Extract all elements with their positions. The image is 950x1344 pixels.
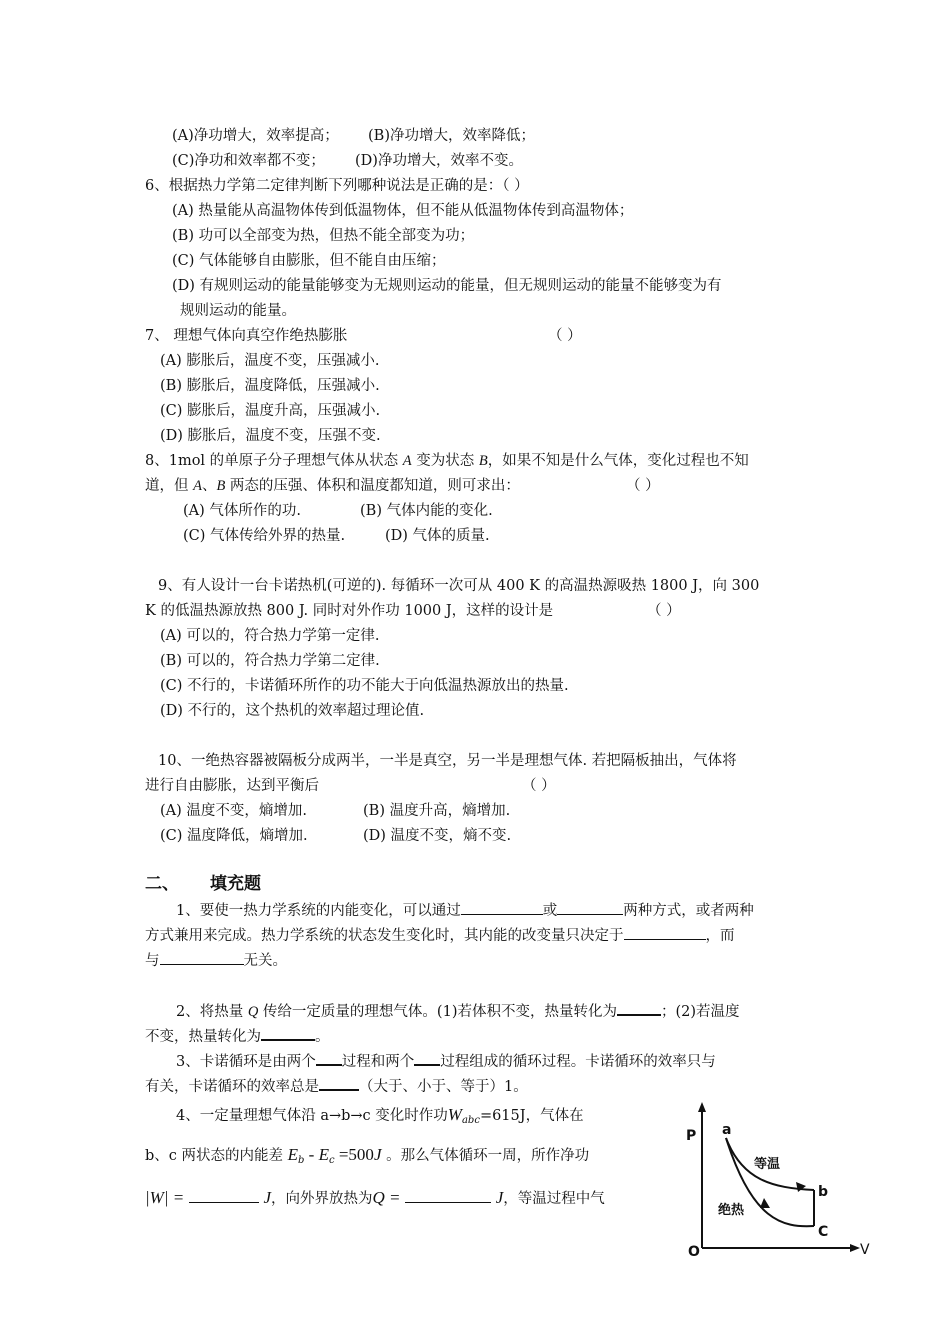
- pv-label-isothermal: 等温: [754, 1157, 781, 1172]
- q7-option-a: (A) 膨胀后，温度不变，压强减小.: [160, 353, 380, 369]
- answer-blank[interactable]: [189, 1187, 259, 1203]
- f1-text: 无关。: [243, 953, 287, 969]
- q6-option-b: (B) 功可以全部变为热，但热不能全部变为功；: [172, 228, 475, 244]
- f1-line2: [145, 924, 735, 946]
- f4-energy-c-sub: c: [328, 1155, 335, 1166]
- f1-line1: [176, 899, 754, 921]
- f1-line3: [145, 949, 287, 971]
- q7-option-b: (B) 膨胀后，温度降低，压强减小.: [160, 378, 380, 394]
- answer-blank[interactable]: [160, 949, 244, 965]
- f2-text: ；(2)若温度: [660, 1004, 740, 1020]
- pv-diagram: [682, 1100, 882, 1260]
- q8-text: 两态的压强、体积和温度都知道，则可求出：: [225, 478, 520, 494]
- f4-unit-j: J: [495, 1188, 504, 1207]
- q8-text: ，如果不知是什么气体，变化过程也不知: [487, 453, 749, 469]
- q9-answer-paren: （ ）: [647, 603, 681, 619]
- f1-text: 方式兼用来完成。热力学系统的状态发生变化时，其内能的改变量只决定于: [145, 928, 624, 944]
- f4-unit-j: J: [373, 1145, 382, 1164]
- pv-isothermal-arrow: [796, 1182, 806, 1192]
- q9-option-b: (B) 可以的，符合热力学第二定律.: [160, 653, 380, 669]
- f4-text: ，向外界放热为: [271, 1191, 373, 1207]
- f2-line1: [176, 999, 740, 1022]
- f4-q-equals: Q =: [372, 1188, 401, 1207]
- answer-blank[interactable]: [316, 1049, 342, 1066]
- q8-text: 变为状态: [411, 453, 479, 469]
- q8-option-c: (C) 气体传给外界的热量.: [183, 528, 346, 544]
- f3-text: 过程和两个: [341, 1054, 415, 1070]
- f4-text: 。那么气体循环一周，所作净功: [386, 1148, 590, 1164]
- f3-text: 过程组成的循环过程。卡诺循环的效率只与: [440, 1054, 716, 1070]
- section-title: 填充题: [210, 874, 261, 894]
- f2-var-q: Q: [247, 1004, 259, 1020]
- f2-text: 。: [315, 1029, 330, 1045]
- q10-stem-line1: 10、一绝热容器被隔板分成两半，一半是真空，另一半是理想气体. 若把隔板抽出，气体将: [158, 753, 737, 769]
- f3-line2: [145, 1074, 528, 1097]
- answer-blank[interactable]: [405, 1187, 491, 1203]
- f4-minus: -: [304, 1145, 319, 1164]
- q8-option-b: (B) 气体内能的变化.: [360, 503, 493, 519]
- pv-adiabatic-arrow: [760, 1198, 770, 1208]
- f3-line1: [176, 1049, 716, 1072]
- answer-blank[interactable]: [261, 1024, 315, 1041]
- f4-unit-j: J: [263, 1188, 271, 1207]
- q5-option-d: (D)净功增大，效率不变。: [355, 153, 523, 169]
- f4-text: ，等温过程中气: [503, 1191, 605, 1207]
- answer-blank[interactable]: [414, 1049, 440, 1066]
- f3-text: 3、卡诺循环是由两个: [176, 1054, 316, 1070]
- f1-text: 1、要使一热力学系统的内能变化，可以通过: [176, 903, 461, 919]
- pv-label-b: b: [818, 1184, 829, 1200]
- answer-blank[interactable]: [617, 999, 661, 1016]
- pv-label-adiabatic: 绝热: [718, 1203, 745, 1218]
- q6-option-d-line2: 规则运动的能量。: [180, 303, 296, 319]
- pv-v-axis-arrow: [850, 1244, 860, 1252]
- section-number: 二、: [145, 874, 179, 894]
- q5-option-c: (C)净功和效率都不变；: [172, 153, 325, 169]
- q8-var-b: B: [216, 478, 226, 494]
- q9-stem-line2: K 的低温热源放热 800 J. 同时对外作功 1000 J，这样的设计是: [145, 603, 554, 619]
- f4-text: =615J，气体在: [479, 1108, 584, 1124]
- f2-text: 传给一定质量的理想气体。(1)若体积不变，热量转化为: [258, 1004, 617, 1020]
- f2-text: 2、将热量: [176, 1004, 248, 1020]
- f4-text: b、c 两状态的内能差: [145, 1148, 284, 1164]
- q9-option-d: (D) 不行的，这个热机的效率超过理论值.: [160, 703, 425, 719]
- f1-text: ，而: [705, 928, 735, 944]
- f1-text: 与: [145, 953, 160, 969]
- q6-option-d-line1: (D) 有规则运动的能量能够变为无规则运动的能量，但无规则运动的能量不能够变为有: [172, 278, 722, 294]
- q10-option-c: (C) 温度降低，熵增加.: [160, 828, 308, 844]
- f4-abs-w: |W| =: [145, 1188, 185, 1207]
- f4-work-symbol: W: [447, 1105, 462, 1124]
- pv-label-origin: O: [688, 1244, 700, 1260]
- q10-option-a: (A) 温度不变，熵增加.: [160, 803, 308, 819]
- answer-blank[interactable]: [319, 1074, 359, 1091]
- f4-energy-b-sub: b: [298, 1155, 305, 1166]
- answer-blank[interactable]: [557, 899, 623, 915]
- q9-option-a: (A) 可以的，符合热力学第一定律.: [160, 628, 380, 644]
- q9-option-c: (C) 不行的，卡诺循环所作的功不能大于向低温热源放出的热量.: [160, 678, 569, 694]
- q5-option-a: (A)净功增大，效率提高；: [172, 128, 339, 144]
- q10-answer-paren: （ ）: [522, 778, 556, 794]
- q8-option-d: (D) 气体的质量.: [385, 528, 490, 544]
- q10-option-d: (D) 温度不变，熵不变.: [363, 828, 512, 844]
- q9-stem-line1: 9、有人设计一台卡诺热机(可逆的). 每循环一次可从 400 K 的高温热源吸热 1800 J，向 300: [158, 578, 760, 594]
- q7-option-c: (C) 膨胀后，温度升高，压强减小.: [160, 403, 381, 419]
- q6-stem: 6、根据热力学第二定律判断下列哪种说法是正确的是：（ ）: [145, 178, 529, 194]
- f1-text: 或: [542, 903, 558, 919]
- f4-equals-500: =500: [334, 1145, 374, 1164]
- q8-option-a: (A) 气体所作的功.: [183, 503, 302, 519]
- f3-text: 有关，卡诺循环的效率总是: [145, 1079, 319, 1095]
- answer-blank[interactable]: [624, 924, 706, 940]
- pv-label-a: a: [722, 1122, 732, 1138]
- q7-stem: 7、 理想气体向真空作绝热膨胀: [145, 328, 348, 344]
- q6-option-a: (A) 热量能从高温物体传到低温物体，但不能从低温物体传到高温物体；: [172, 203, 634, 219]
- pv-p-axis-arrow: [698, 1102, 706, 1112]
- f2-line2: [145, 1024, 330, 1047]
- f4-work-subscript: abc: [461, 1115, 480, 1126]
- answer-blank[interactable]: [461, 899, 543, 915]
- q7-option-d: (D) 膨胀后，温度不变，压强不变.: [160, 428, 381, 444]
- f4-energy-b: E: [287, 1145, 299, 1164]
- q8-stem-line1: [145, 451, 749, 471]
- f4-line2: [145, 1145, 589, 1171]
- q6-option-c: (C) 气体能够自由膨胀，但不能自由压缩；: [172, 253, 446, 269]
- f2-text: 不变，热量转化为: [145, 1029, 261, 1045]
- q8-text: 8、1mol 的单原子分子理想气体从状态: [145, 453, 403, 469]
- q8-var-a: A: [193, 478, 202, 494]
- pv-label-v: V: [860, 1242, 870, 1258]
- f4-energy-c: E: [318, 1145, 329, 1164]
- q8-var-b: B: [478, 453, 488, 469]
- f1-text: 两种方式，或者两种: [623, 903, 754, 919]
- q10-option-b: (B) 温度升高，熵增加.: [363, 803, 511, 819]
- q8-text: 、: [201, 478, 217, 494]
- q8-var-a: A: [402, 453, 412, 469]
- f3-text: （大于、小于、等于）1。: [359, 1079, 528, 1095]
- f4-text: 4、一定量理想气体沿 a→b→c 变化时作功: [176, 1108, 448, 1124]
- q8-stem-line2: [145, 476, 520, 496]
- q5-option-b: (B)净功增大，效率降低；: [368, 128, 535, 144]
- f4-line1: [176, 1105, 584, 1131]
- pv-label-p: P: [686, 1128, 697, 1144]
- f4-line3: [145, 1187, 605, 1209]
- q7-answer-paren: （ ）: [548, 328, 582, 344]
- q10-stem-line2: 进行自由膨胀，达到平衡后: [145, 778, 319, 794]
- pv-label-c: C: [818, 1224, 829, 1240]
- q8-text: 道，但: [145, 478, 194, 494]
- q8-answer-paren: （ ）: [626, 478, 660, 494]
